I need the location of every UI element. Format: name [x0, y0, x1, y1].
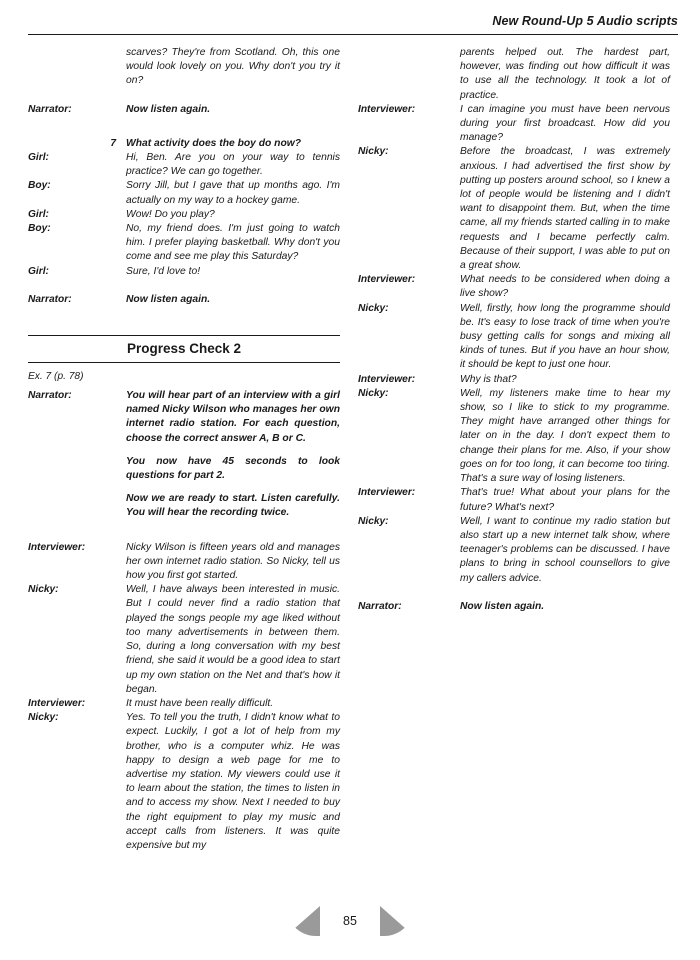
question-number: 7 [110, 137, 116, 149]
speech-text: scarves? They're from Scotland. Oh, this one would look lovely on you. Why don't you try it on? [126, 47, 340, 87]
spacer [28, 307, 340, 333]
interview-row [358, 103, 670, 146]
interview-row [28, 697, 340, 711]
speech-text: Nicky Wilson is fifteen years old and manages her own internet radio station. So Nicky, tell us how you first got started. [126, 541, 340, 582]
narrator-row-1 [28, 103, 340, 117]
narrator-text: Now listen again. [460, 600, 545, 612]
section-divider-top [28, 335, 340, 336]
dialogue-row [28, 222, 340, 265]
page-body [28, 46, 678, 896]
dialogue-row [28, 265, 340, 279]
speech-text: Well, I have always been interested in music. But I could never find a radio station that played the songs people my age liked without too many advertisements in between them. So, during a long conversation with my best friend, she said it would be a good idea to start up my own station on the Net and that's how it began. [126, 584, 340, 695]
instructions-row [28, 455, 340, 483]
speech-text: Sure, I'd love to! [126, 265, 201, 277]
speaker-label: Nicky: [28, 584, 59, 596]
speech-text: Well, I want to continue my radio station but also start up a new internet talk show, where teenager's problems can be discussed. I have plans to bring in school counsellors to give my callers advice. [460, 515, 670, 584]
speaker-label-narrator: Narrator: [28, 103, 72, 115]
interview-row [358, 486, 670, 514]
speaker-label: Interviewer: [358, 274, 416, 286]
dialogue-continuation [28, 46, 340, 89]
footer-inner [286, 898, 414, 944]
spacer [28, 89, 340, 103]
speaker-label-narrator: Narrator: [28, 390, 72, 402]
speech-text: Wow! Do you play? [126, 208, 215, 220]
interview-row [28, 541, 340, 584]
speaker-label: Girl: [28, 152, 49, 164]
narrator-row-2 [28, 293, 340, 307]
speaker-label-narrator: Narrator: [28, 293, 72, 305]
interview-row [358, 515, 670, 586]
interview-row [358, 302, 670, 373]
speech-text: Hi, Ben. Are you on your way to tennis practice? We can go together. [126, 152, 340, 178]
dialogue-row [28, 151, 340, 179]
question-text: What activity does the boy do now? [126, 137, 302, 149]
instructions-para-1: You will hear part of an interview with a girl named Nicky Wilson who manages her own internet radio station. For each question, choose the correct answer A, B or C. [126, 390, 340, 444]
spacer [28, 117, 340, 137]
dialogue-row [28, 179, 340, 207]
dialogue-continuation [358, 46, 670, 103]
speaker-label: Girl: [28, 265, 49, 277]
interview-row [358, 145, 670, 273]
spacer [28, 483, 340, 492]
spacer [28, 521, 340, 541]
speaker-label: Nicky: [358, 387, 389, 399]
speech-text: Well, firstly, how long the programme should be. It's easy to lose track of time when you're busy getting calls for songs and mixing all kinds of tunes. But if you have an hour show, it should be kept to just one hour. [460, 302, 670, 371]
header-title: New Round-Up 5 Audio scripts [492, 14, 678, 28]
speech-text: That's true! What about your plans for the future? What's next? [460, 487, 670, 513]
section-progress-check [28, 335, 340, 363]
interview-row [358, 387, 670, 486]
speech-text: Well, my listeners make time to hear my show, so I like to stick to my programme. They might have arranged other things for later on in the day. I don't expect them to change their plans for me. Also, if your show goes on for too long, it can become too tiring. That's a sure way of losing listeners. [460, 387, 670, 485]
speaker-label: Girl: [28, 208, 49, 220]
speech-text: I can imagine you must have been nervous during your first broadcast. How did you manage? [460, 103, 670, 144]
speech-text: parents helped out. The hardest part, however, was finding out how difficult it was to use all the technology. It took a lot of practice. [460, 47, 670, 101]
exercise-reference: Ex. 7 (p. 78) [28, 371, 84, 383]
section-divider-bottom [28, 362, 340, 363]
speaker-label: Boy: [28, 180, 51, 192]
interview-row [358, 373, 670, 387]
speaker-label: Nicky: [358, 146, 389, 158]
narrator-text: Now listen again. [126, 293, 211, 305]
spacer [358, 586, 670, 600]
speech-text: Before the broadcast, I was extremely anxious. I had advertised the first show by putting up posters around school, so I knew a lot of people would be listening and I didn't want to disappoint them. But, when the time came, all my friends started calling in to make requests and I became perfectly calm. Because of their support, I was able to put on a great show. [460, 146, 670, 272]
speaker-label: Interviewer: [28, 541, 86, 553]
instructions-row [28, 389, 340, 446]
interview-row [358, 273, 670, 301]
right-column [358, 46, 670, 614]
speech-text: Yes. To tell you the truth, I didn't know what to expect. Luckily, I got a lot of help from my brother, who is a computer whiz. He was happy to design a web page for me to advertise my station. My viewers could use it to learn about the station, the times to listen in and to access my show. Next I needed to buy the right equipment to play my music and accept calls from listeners. It was quite expensive but my [126, 712, 340, 851]
speaker-label: Interviewer: [358, 487, 416, 499]
question-heading [28, 137, 340, 151]
speaker-label: Nicky: [358, 515, 389, 527]
speaker-label: Interviewer: [358, 103, 416, 115]
spacer [28, 446, 340, 455]
interview-row [28, 711, 340, 853]
speaker-label: Nicky: [358, 302, 389, 314]
speech-text: No, my friend does. I'm just going to watch him. I prefer playing basketball. Why don't you come and see me play this Saturday? [126, 223, 340, 263]
instructions-para-2: You now have 45 seconds to look questions for part 2. [126, 455, 340, 482]
speech-text: Why is that? [460, 373, 517, 385]
interview-row [28, 583, 340, 697]
speaker-label: Boy: [28, 223, 51, 235]
header-divider [28, 34, 678, 35]
spacer [28, 279, 340, 293]
section-title: Progress Check 2 [126, 341, 242, 357]
speaker-label: Interviewer: [358, 373, 416, 385]
page-number: 85 [343, 914, 357, 928]
instructions-row [28, 492, 340, 520]
narrator-row [358, 600, 670, 614]
dialogue-row [28, 208, 340, 222]
speaker-label: Nicky: [28, 712, 59, 724]
left-column [28, 46, 340, 853]
instructions-para-3: Now we are ready to start. Listen carefully. You will hear the recording twice. [126, 493, 340, 519]
speech-text: It must have been really difficult. [126, 697, 274, 709]
speech-text: Sorry Jill, but I gave that up months ago. I'm actually on my way to a hockey game. [126, 180, 340, 206]
speech-text: What needs to be considered when doing a live show? [460, 274, 670, 300]
narrator-text: Now listen again. [126, 103, 211, 115]
speaker-label: Interviewer: [28, 697, 86, 709]
page-footer [0, 898, 700, 944]
speaker-label-narrator: Narrator: [358, 600, 402, 612]
page-header [28, 14, 678, 40]
